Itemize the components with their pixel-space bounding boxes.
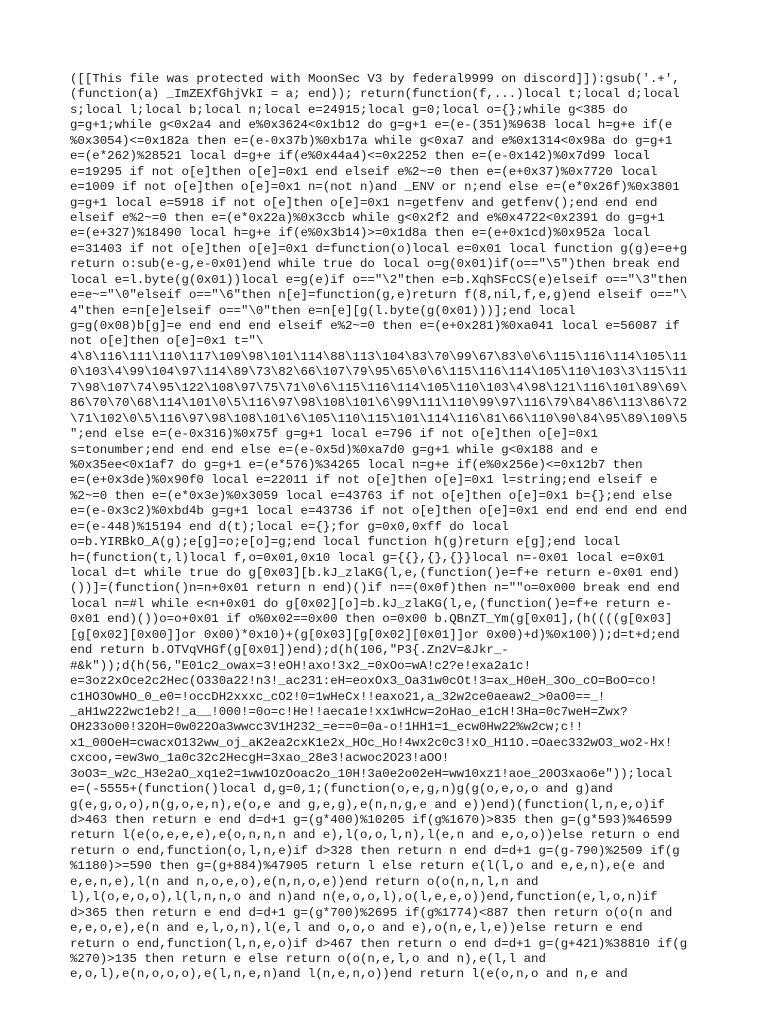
code-line: 0\103\4\99\104\97\114\89\73\82\66\107\79\95\65\0\6\115\116\114\105\110\103\3\115\11	[70, 365, 688, 380]
code-line: 86\70\70\68\114\101\0\5\116\97\98\108\101\6\99\111\110\99\97\116\79\84\86\113\86\72	[70, 396, 688, 411]
code-line: o=b.YIRBkO_A(g);e[g]=o;e[o]=g;end local function h(g)return e[g];end local	[70, 535, 621, 550]
code-line: e=3oz2xOce2c2Hec(O330a22!n3!_ac231:eH=eoxOx3_Oa31w0cOt!3=ax_H0eH_3Oo_cO=BoO=co!	[70, 674, 658, 689]
code-line: e=(e+327)%18490 local h=g+e if(e%0x3b14)>=0x1d8a then e=(e+0x1cd)%0x952a local	[70, 226, 650, 241]
code-line: d>463 then return e end d=d+1 g=(g*400)%10205 if(g%1670)>835 then g=(g*593)%46599	[70, 813, 673, 827]
code-line: h=(function(t,l)local f,o=0x01,0x10 local g={{},{},{}}local n=-0x01 local e=0x01	[70, 550, 665, 565]
code-line: not o[e]then o[e]=0x1 t="\	[70, 334, 264, 349]
code-line: ([[This file was protected with MoonSec V3 by federal9999 on discord]]):gsub('.+',	[70, 72, 680, 86]
code-line: (function(a) _ImZEXfGhjVkI = a; end)); return(function(f,...)local t;local d;local	[70, 87, 680, 102]
code-line: 3oO3=_w2c_H3e2aO_xq1e2=1ww1OzOoac2o_10H!3a0e2o02eH=ww10xz1!aoe_20O3xao6e"));local	[70, 766, 673, 781]
code-line: c1HO3OwHO_0_e0=!occDH2xxxc_cO2!0=1wHeCx!!eaxo21,a_32w2ce0aeaw2_>0aO0==_!	[70, 689, 606, 704]
code-line: 0x01 end)())o=o+0x01 if o%0x02==0x00 then o=0x00 b.QBnZT_Ym(g[0x01],(h((((g[0x03]	[70, 612, 673, 627]
code-line: 4"then e=n[e]elseif o=="\0"then e=n[e][g(l.byte(g(0x01)))];end local	[70, 303, 576, 318]
code-text-block	[70, 72, 702, 983]
code-line: e=(e-448)%15194 end d(t);local e={};for g=0x0,0xff do local	[70, 519, 509, 534]
code-line: %1180)>=590 then g=(g+884)%47905 return l else return e(l(l,o and e,e,n),e(e and	[70, 859, 665, 874]
code-line: [g[0x02][0x00]]or 0x00)*0x10)+(g[0x03][g[0x02][0x01]]or 0x00)+d)%0x100));d=t+d;end	[70, 627, 680, 642]
code-line: g=g+1;while g<0x2a4 and e%0x3624<0x1b12 do g=g+1 e=(e-(351)%9638 local h=g+e if(e	[70, 118, 673, 133]
code-line: e,e,o,e),e(n and e,l,o,n),l(e,l and o,o,o and e),o(n,e,l,e))else return e end	[70, 921, 643, 936]
code-line: %270)>135 then return e else return o(o(n,e,l,o and n),e(l,l and	[70, 951, 546, 966]
code-line: \71\102\0\5\116\97\98\108\101\6\105\110\115\101\114\116\81\66\110\90\84\95\89\109\5	[70, 411, 688, 426]
code-line: e=31403 if not o[e]then o[e]=0x1 d=function(o)local e=0x01 local function g(g)e=e+g	[70, 241, 688, 256]
code-line: elseif e%2~=0 then e=(e*0x22a)%0x3ccb while g<0x2f2 and e%0x4722<0x2391 do g=g+1	[70, 210, 665, 225]
code-line: 7\98\107\74\95\122\108\97\75\71\0\6\115\116\114\105\110\103\4\98\121\116\101\89\69\	[70, 380, 688, 395]
code-line: e=(e+0x3de)%0x90f0 local e=22011 if not o[e]then o[e]=0x1 l=string;end elseif e	[70, 473, 658, 488]
code-line: OH233o00!32OH=0w022Oa3wwcc3V1H232_=e==0=0a-o!1HH1=1_ecw0Hw22%w2cw;c!!	[70, 720, 584, 735]
code-line: e,e,n,e),l(n and n,o,e,o),e(n,n,o,e))end return o(o(n,n,l,n and	[70, 874, 539, 889]
code-line: _aH1w222wc1eb2!_a__!000!=0o=c!He!!aeca1e!xx1wHcw=2oHao_e1cH!3Ha=0c7weH=Zwx?	[70, 704, 628, 719]
code-line: d>365 then return e end d=d+1 g=(g*700)%2695 if(g%1774)<887 then return o(o(n and	[70, 905, 673, 920]
code-line: %0x3054)<=0x182a then e=(e-0x37b)%0xb17a while g<0xa7 and e%0x1314<0x98a do g=g+1	[70, 133, 673, 148]
code-line: e=e~="\0"elseif o=="\6"then n[e]=function(g,e)return f(8,nil,f,e,g)end elseif o=="\	[70, 288, 688, 303]
code-line: return o end,function(o,l,n,e)if d>328 then return n end d=d+1 g=(g-790)%2509 if(g	[70, 843, 680, 858]
code-line: local e=l.byte(g(0x01))local e=g(e)if o=="\2"then e=b.XqhSFcCS(e)elseif o=="\3"then	[70, 272, 688, 287]
code-line: ";end else e=(e-0x316)%0x75f g=g+1 local e=796 if not o[e]then o[e]=0x1	[70, 427, 598, 442]
code-line: local n=#l while e<n+0x01 do g[0x02][o]=b.kJ_zlaKG(l,e,(function()e=f+e return e-	[70, 596, 673, 611]
code-line: e=1009 if not o[e]then o[e]=0x1 n=(not n)and _ENV or n;end else e=(e*0x26f)%0x3801	[70, 180, 680, 195]
code-line: end return b.OTVqVHGf(g[0x01])end);d(h(106,"P3{.Zn2V=&Jkr_-	[70, 643, 509, 658]
code-line: g=g(0x08)b[g]=e end end end elseif e%2~=0 then e=(e+0x281)%0xa041 local e=56087 if	[70, 319, 680, 333]
code-line: e,o,l),e(n,o,o,o),e(l,n,e,n)and l(n,e,n,o))end return l(e(o,n,o and n,e and	[70, 967, 628, 982]
code-line: %0x35ee<0x1af7 do g=g+1 e=(e*576)%34265 local n=g+e if(e%0x256e)<=0x12b7 then	[70, 457, 643, 472]
code-line: e=(e*262)%28521 local d=g+e if(e%0x44a4)<=0x2252 then e=(e-0x142)%0x7d99 local	[70, 149, 650, 164]
code-line: e=(-5555+(function()local d,g=0,1;(function(o,e,g,n)g(g(o,e,o,o and g)and	[70, 782, 613, 797]
code-line: l),l(o,e,o,o),l(l,n,n,o and n)and n(e,o,o,l),o(l,e,e,o))end,function(e,l,o,n)if	[70, 890, 658, 905]
code-line: #&k"));d(h(56,"E01c2_owax=3!eOH!axo!3x2_=0xOo=wA!c2?e!exa2a1c!	[70, 658, 532, 673]
code-line: return l(e(o,e,e,e),e(o,n,n,n and e),l(o,o,l,n),l(e,n and e,o,o))else return o end	[70, 828, 680, 843]
code-line: %2~=0 then e=(e*0x3e)%0x3059 local e=43763 if not o[e]then o[e]=0x1 b={};end else	[70, 488, 673, 503]
code-line: return o:sub(e-g,e-0x01)end while true do local o=g(0x01)if(o=="\5")then break end	[70, 257, 680, 272]
code-line: g(e,g,o,o),n(g,o,e,n),e(o,e and g,e,g),e(n,n,g,e and e))end)(function(l,n,e,o)if	[70, 797, 665, 812]
code-line: 4\8\116\111\110\117\109\98\101\114\88\113\104\83\70\99\67\83\0\6\115\116\114\105\11	[70, 349, 688, 364]
code-line: local d=t while true do g[0x03][b.kJ_zlaKG(l,e,(function()e=f+e return e-0x01 end)	[70, 566, 680, 580]
code-line: e=19295 if not o[e]then o[e]=0x1 end elseif e%2~=0 then e=(e+0x37)%0x7720 local	[70, 164, 658, 179]
code-line: e=(e-0x3c2)%0xbd4b g=g+1 local e=43736 if not o[e]then o[e]=0x1 end end end end end	[70, 504, 688, 519]
code-line: ())]=(function()n=n+0x01 return n end)()if n==(0x0f)then n=""o=0x000 break end end	[70, 581, 680, 596]
code-line: cxcoo,=ew3wo_1a0c32c2HecgH=3xao_28e3!acwoc2O23!aOO!	[70, 751, 450, 766]
code-line: x1_00OeH=cwacxO132ww_oj_aK2ea2cxK1e2x_HOc_Ho!4wx2c0c3!xO_H11O.=Oaec332wO3_wo2-Hx!	[70, 735, 673, 750]
code-line: return o end,function(l,n,e,o)if d>467 then return o end d=d+1 g=(g+421)%38810 if(g	[70, 936, 688, 951]
code-line: g=g+1 local e=5918 if not o[e]then o[e]=0x1 n=getfenv and getfenv();end end end	[70, 195, 658, 210]
code-line: s=tonumber;end end end else e=(e-0x5d)%0xa7d0 g=g+1 while g<0x188 and e	[70, 442, 598, 457]
code-line: s;local l;local b;local n;local e=24915;local g=0;local o={};while g<385 do	[70, 102, 628, 117]
